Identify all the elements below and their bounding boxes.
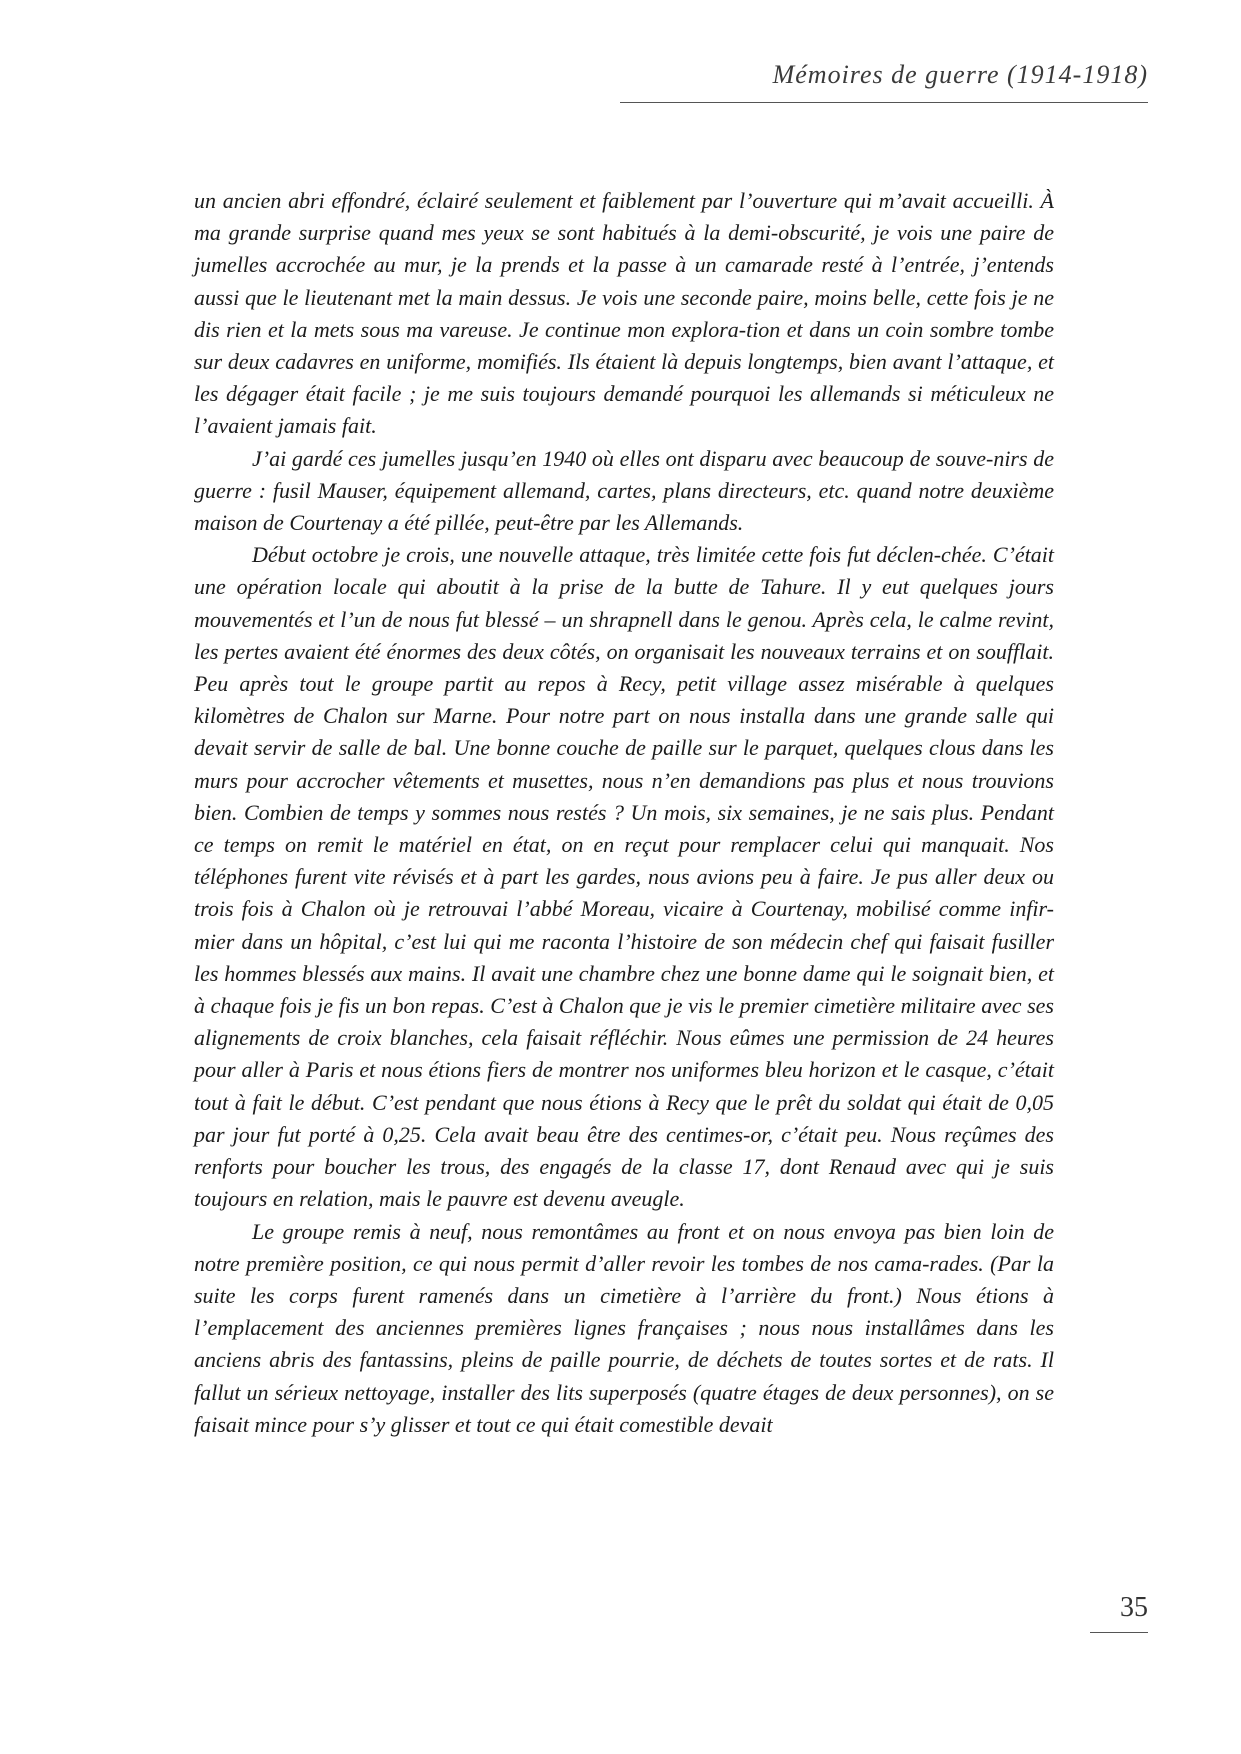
running-header: Mémoires de guerre (1914-1918) — [772, 60, 1148, 89]
footer-rule — [1090, 1632, 1148, 1633]
header-rule — [620, 102, 1148, 103]
body-text — [194, 185, 1054, 1441]
paragraph-1: un ancien abri effondré, éclairé seulement et faiblement par l’ouverture qui m’avait accueilli. À ma grande surprise quand mes yeux se sont habitués à la demi-obscurité, je vois une paire de jumelles accrochée au mur, je la prends et la passe à un camarade resté à l’entrée, j’entends aussi que le lieutenant met la main dessus. Je vois une seconde paire, moins belle, cette fois je ne dis rien et la mets sous ma vareuse. Je continue mon explora-tion et dans un coin sombre tombe sur deux cadavres en uniforme, momifiés. Ils étaient là depuis longtemps, bien avant l’attaque, et les dégager était facile ; je me suis toujours demandé pourquoi les allemands si méticuleux ne l’avaient jamais fait. — [194, 188, 1054, 439]
paragraph-3: Début octobre je crois, une nouvelle attaque, très limitée cette fois fut déclen-chée. C’était une opération locale qui aboutit à la prise de la butte de Tahure. Il y eut quelques jours mouvementés et l’un de nous fut blessé – un shrapnell dans le genou. Après cela, le calme revint, les pertes avaient été énormes des deux côtés, on organisait les nouveaux terrains et on soufflait. Peu après tout le groupe partit au repos à Recy, petit village assez misérable à quelques kilomètres de Chalon sur Marne. Pour notre part on nous installa dans une grande salle qui devait servir de salle de bal. Une bonne couche de paille sur le parquet, quelques clous dans les murs pour accrocher vêtements et musettes, nous n’en demandions pas plus et nous trouvions bien. Combien de temps y sommes nous restés ? Un mois, six semaines, je ne sais plus. Pendant ce temps on remit le matériel en état, on en reçut pour remplacer celui qui manquait. Nos téléphones furent vite révisés et à part les gardes, nous avions peu à faire. Je pus aller deux ou trois fois à Chalon où je retrouvai l’abbé Moreau, vicaire à Courtenay, mobilisé comme infir-mier dans un hôpital, c’est lui qui me raconta l’histoire de son médecin chef qui faisait fusiller les hommes blessés aux mains. Il avait une chambre chez une bonne dame qui le soignait bien, et à chaque fois je fis un bon repas. C’est à Chalon que je vis le premier cimetière militaire avec ses alignements de croix blanches, cela faisait réfléchir. Nous eûmes une permission de 24 heures pour aller à Paris et nous étions fiers de montrer nos uniformes bleu horizon et le casque, c’était tout à fait le début. C’est pendant que nous étions à Recy que le prêt du soldat qui était de 0,05 par jour fut porté à 0,25. Cela avait beau être des centimes-or, c’était peu. Nous reçûmes des renforts pour boucher les trous, des engagés de la classe 17, dont Renaud avec qui je suis toujours en relation, mais le pauvre est devenu aveugle. — [194, 542, 1054, 1212]
paragraph-4: Le groupe remis à neuf, nous remontâmes au front et on nous envoya pas bien loin de notre première position, ce qui nous permit d’aller revoir les tombes de nos cama-rades. (Par la suite les corps furent ramenés dans un cimetière à l’arrière du front.) Nous étions à l’emplacement des anciennes premières lignes françaises ; nous nous installâmes dans les anciens abris des fantassins, pleins de paille pourrie, de déchets de toutes sortes et de rats. Il fallut un sérieux nettoyage, installer des lits superposés (quatre étages de deux personnes), on se faisait mince pour s’y glisser et tout ce qui était comestible devait — [194, 1218, 1054, 1437]
paragraph-2: J’ai gardé ces jumelles jusqu’en 1940 où elles ont disparu avec beaucoup de souve-nirs de guerre : fusil Mauser, équipement allemand, cartes, plans directeurs, etc. quand notre deuxième maison de Courtenay a été pillée, peut-être par les Allemands. — [194, 445, 1054, 536]
page-number: 35 — [1120, 1592, 1148, 1623]
